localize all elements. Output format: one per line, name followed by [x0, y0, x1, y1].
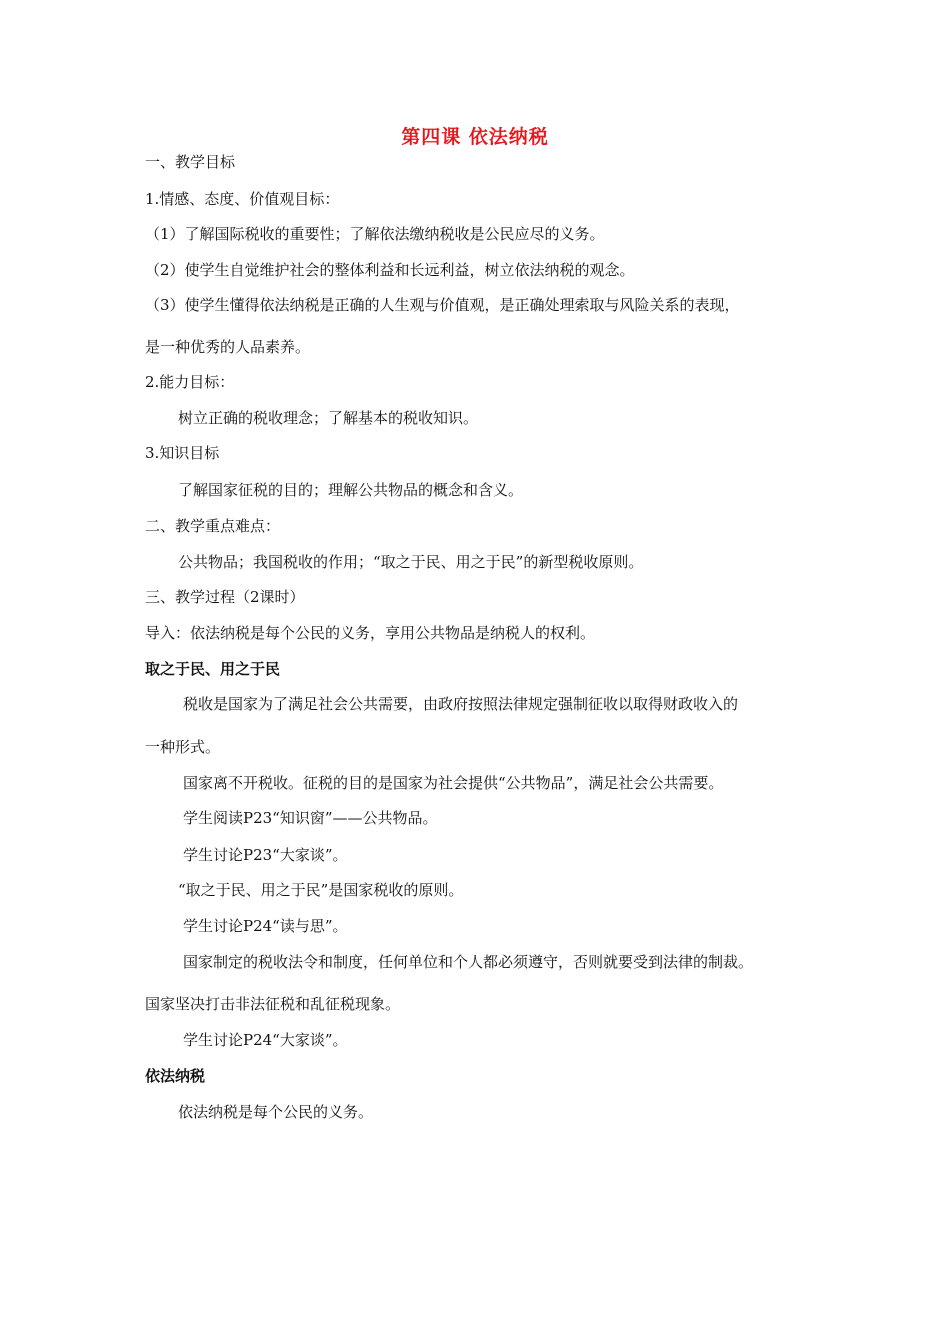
paragraph-goal-3-cont: 是一种优秀的人品素养。 — [145, 338, 311, 356]
heading-teaching-process: 三、教学过程（2课时） — [145, 588, 305, 606]
paragraph-tax-definition-cont: 一种形式。 — [145, 738, 221, 756]
paragraph-introduction: 导入：依法纳税是每个公民的义务，享用公共物品是纳税人的权利。 — [145, 624, 596, 642]
heading-key-points: 二、教学重点难点： — [145, 517, 281, 535]
paragraph-discuss-p24-talk: 学生讨论P24“大家谈”。 — [183, 1031, 348, 1049]
paragraph-goal-2: （2）使学生自觉维护社会的整体利益和长远利益，树立依法纳税的观念。 — [145, 261, 635, 279]
document-title: 第四课 依法纳税 — [401, 126, 549, 148]
paragraph-goal-1: （1）了解国际税收的重要性；了解依法缴纳税收是公民应尽的义务。 — [145, 225, 605, 243]
paragraph-goal-3: （3）使学生懂得依法纳税是正确的人生观与价值观，是正确处理索取与风险关系的表现， — [145, 296, 740, 314]
subheading-ability-goals: 2.能力目标： — [145, 373, 235, 391]
subheading-knowledge-goals: 3.知识目标 — [145, 444, 220, 462]
subheading-emotion-goals: 1.情感、态度、价值观目标： — [145, 190, 340, 208]
paragraph-tax-purpose: 国家离不开税收。征税的目的是国家为社会提供“公共物品”，满足社会公共需要。 — [183, 774, 724, 792]
paragraph-tax-definition: 税收是国家为了满足社会公共需要，由政府按照法律规定强制征收以取得财政收入的 — [183, 695, 739, 713]
paragraph-read-p23: 学生阅读P23“知识窗”——公共物品。 — [183, 809, 438, 827]
paragraph-knowledge-goal: 了解国家征税的目的；理解公共物品的概念和含义。 — [178, 481, 524, 499]
paragraph-tax-law-cont: 国家坚决打击非法征税和乱征税现象。 — [145, 995, 401, 1013]
paragraph-ability-goal: 树立正确的税收理念；了解基本的税收知识。 — [178, 409, 479, 427]
paragraph-key-points: 公共物品；我国税收的作用；“取之于民、用之于民”的新型税收原则。 — [178, 553, 644, 571]
paragraph-tax-law: 国家制定的税收法令和制度，任何单位和个人都必须遵守，否则就要受到法律的制裁。 — [183, 953, 754, 971]
paragraph-discuss-p23: 学生讨论P23“大家谈”。 — [183, 846, 348, 864]
section-heading-take-from-people: 取之于民、用之于民 — [145, 660, 281, 678]
section-heading-pay-tax: 依法纳税 — [145, 1067, 206, 1085]
heading-teaching-goals: 一、教学目标 — [145, 153, 236, 171]
paragraph-tax-principle: “取之于民、用之于民”是国家税收的原则。 — [178, 881, 464, 899]
paragraph-discuss-p24-read: 学生讨论P24“读与思”。 — [183, 917, 348, 935]
paragraph-pay-tax-duty: 依法纳税是每个公民的义务。 — [178, 1103, 374, 1121]
